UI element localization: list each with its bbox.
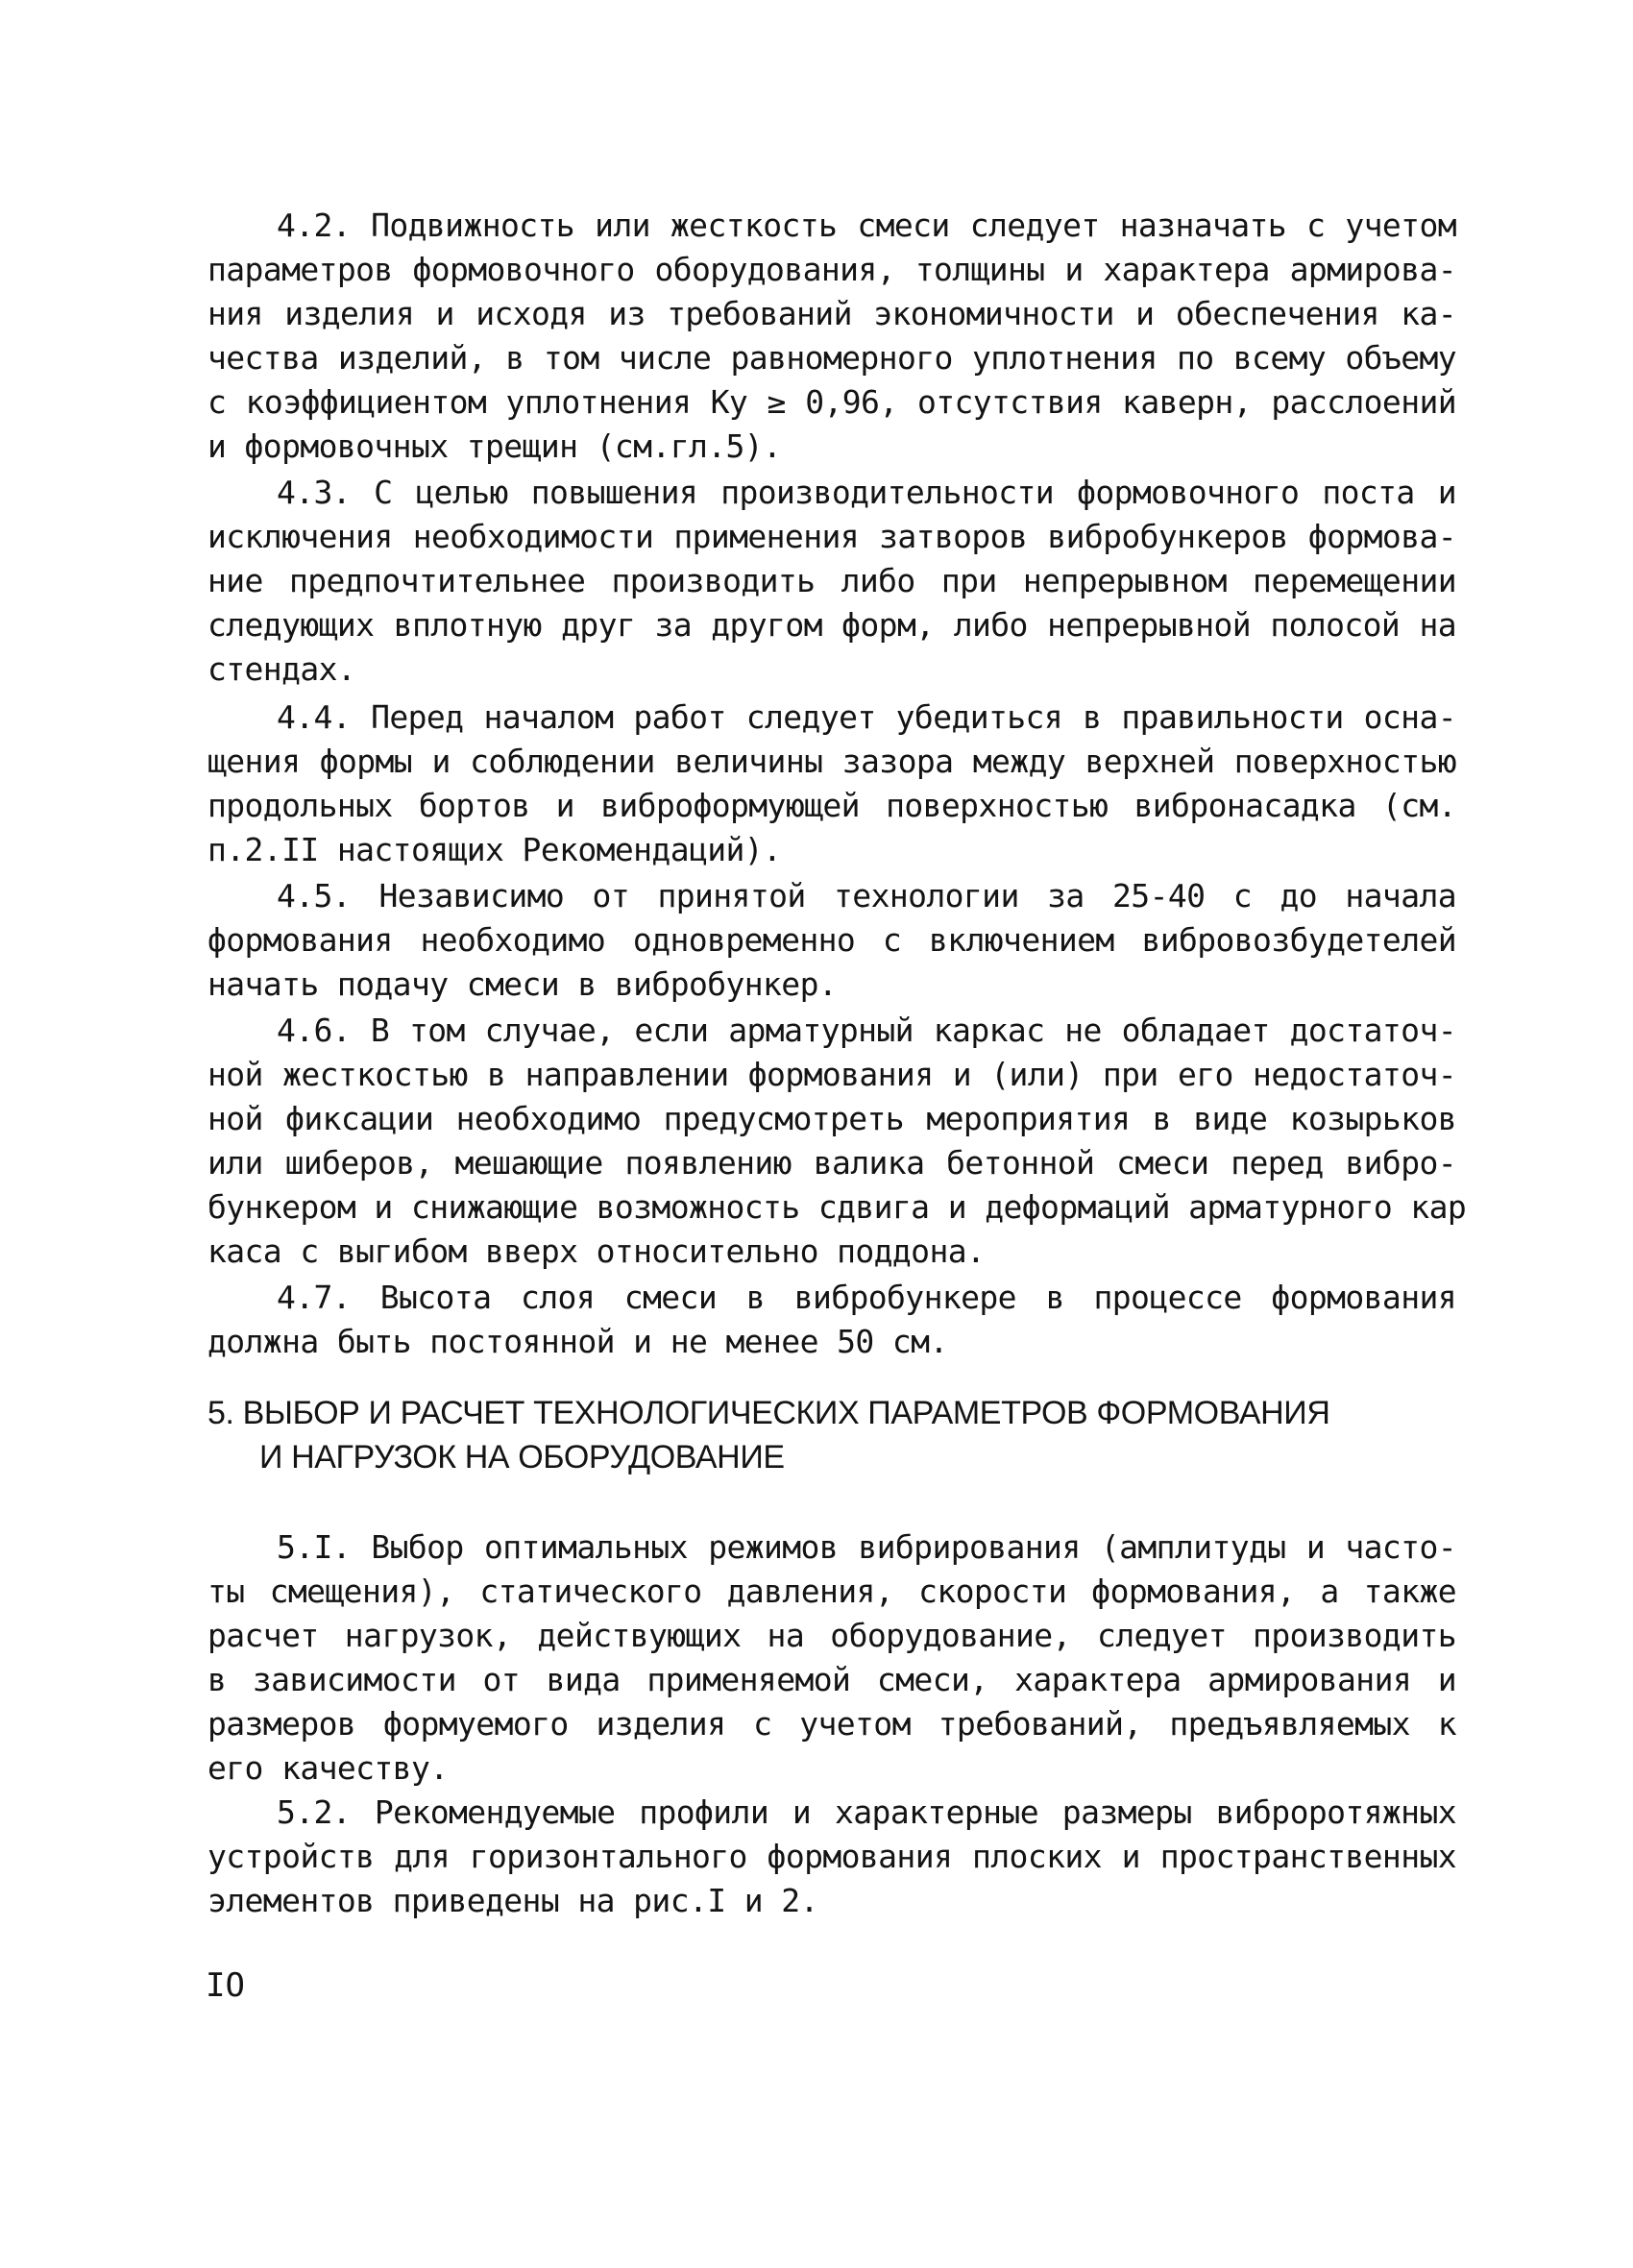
text-line: должна быть постоянной и не менее 50 см. bbox=[207, 1323, 948, 1360]
text-line: ной фиксации необходимо предусмотреть мероприятия в виде козырьков bbox=[207, 1100, 1456, 1137]
paragraph-4-7 bbox=[207, 1276, 1456, 1364]
text-line: ния изделия и исходя из требований экономичности и обеспечения ка- bbox=[207, 295, 1456, 332]
text-line: устройств для горизонтального формования плоских и пространственных bbox=[207, 1838, 1456, 1875]
text-line: 4.5. Независимо от принятой технологии за 25-40 с до начала bbox=[277, 877, 1456, 915]
text-line: ты смещения), статического давления, скорости формования, а также bbox=[207, 1573, 1456, 1610]
text-line: п.2.II настоящих Рекомендаций). bbox=[207, 831, 782, 868]
heading-line: И НАГРУЗОК НА ОБОРУДОВАНИЕ bbox=[259, 1439, 785, 1475]
text-line: ние предпочтительнее производить либо при непрерывном перемещении bbox=[207, 562, 1456, 599]
text-line: и формовочных трещин (см.гл.5). bbox=[207, 427, 782, 465]
text-line: ной жесткостью в направлении формования и (или) при его недостаточ- bbox=[207, 1056, 1456, 1093]
text-line: 5.I. Выбор оптимальных режимов вибрирования (амплитуды и часто- bbox=[277, 1528, 1456, 1566]
text-line: начать подачу смеси в вибробункер. bbox=[207, 965, 838, 1003]
text-line: в зависимости от вида применяемой смеси, характера армирования и bbox=[207, 1661, 1456, 1698]
paragraph-5-2 bbox=[207, 1791, 1456, 1923]
heading-line: 5. ВЫБОР И РАСЧЕТ ТЕХНОЛОГИЧЕСКИХ ПАРАМЕТРОВ ФОРМОВАНИЯ bbox=[207, 1395, 1330, 1431]
paragraph-4-2 bbox=[207, 204, 1456, 469]
text-line: элементов приведены на рис.I и 2. bbox=[207, 1882, 818, 1919]
text-line: с коэффициентом уплотнения Ку ≥ 0,96, отсутствия каверн, расслоений bbox=[207, 383, 1456, 421]
section-5-heading bbox=[207, 1391, 1456, 1479]
text-line: следующих вплотную друг за другом форм, либо непрерывной полосой на bbox=[207, 606, 1456, 644]
text-line: чества изделий, в том числе равномерного уплотнения по всему объему bbox=[207, 339, 1456, 377]
text-line: 5.2. Рекомендуемые профили и характерные размеры виброротяжных bbox=[277, 1793, 1456, 1831]
page-number: IO bbox=[206, 1966, 245, 2005]
text-line: 4.2. Подвижность или жесткость смеси следует назначать с учетом bbox=[277, 207, 1456, 244]
text-line: исключения необходимости применения затворов вибробункеров формова- bbox=[207, 518, 1456, 555]
text-line: формования необходимо одновременно с включением вибровозбудетелей bbox=[207, 921, 1456, 959]
text-line: 4.3. С целью повышения производительности формовочного поста и bbox=[277, 474, 1456, 511]
text-line: щения формы и соблюдении величины зазора между верхней поверхностью bbox=[207, 743, 1456, 780]
paragraph-4-6 bbox=[207, 1009, 1467, 1274]
text-line: продольных бортов и виброформующей поверхностью вибронасадка (см. bbox=[207, 787, 1456, 824]
text-line: расчет нагрузок, действующих на оборудование, следует производить bbox=[207, 1617, 1456, 1654]
text-line: каса с выгибом вверх относительно поддона. bbox=[207, 1232, 986, 1270]
text-line: параметров формовочного оборудования, толщины и характера армирова- bbox=[207, 251, 1456, 288]
paragraph-4-4 bbox=[207, 695, 1456, 872]
text-line: бункером и снижающие возможность сдвига и деформаций арматурного кар bbox=[207, 1188, 1467, 1226]
text-line: 4.4. Перед началом работ следует убедиться в правильности осна- bbox=[277, 698, 1456, 736]
paragraph-4-5 bbox=[207, 874, 1456, 1007]
text-line: 4.6. В том случае, если арматурный каркас не обладает достаточ- bbox=[277, 1012, 1456, 1049]
text-line: стендах. bbox=[207, 650, 356, 688]
text-line: размеров формуемого изделия с учетом требований, предъявляемых к bbox=[207, 1705, 1456, 1743]
paragraph-4-3 bbox=[207, 471, 1456, 692]
text-line: 4.7. Высота слоя смеси в вибробункере в процессе формования bbox=[277, 1279, 1456, 1316]
text-line: или шиберов, мешающие появлению валика бетонной смеси перед вибро- bbox=[207, 1144, 1456, 1182]
text-line: его качеству. bbox=[207, 1749, 449, 1787]
paragraph-5-1 bbox=[207, 1525, 1456, 1791]
